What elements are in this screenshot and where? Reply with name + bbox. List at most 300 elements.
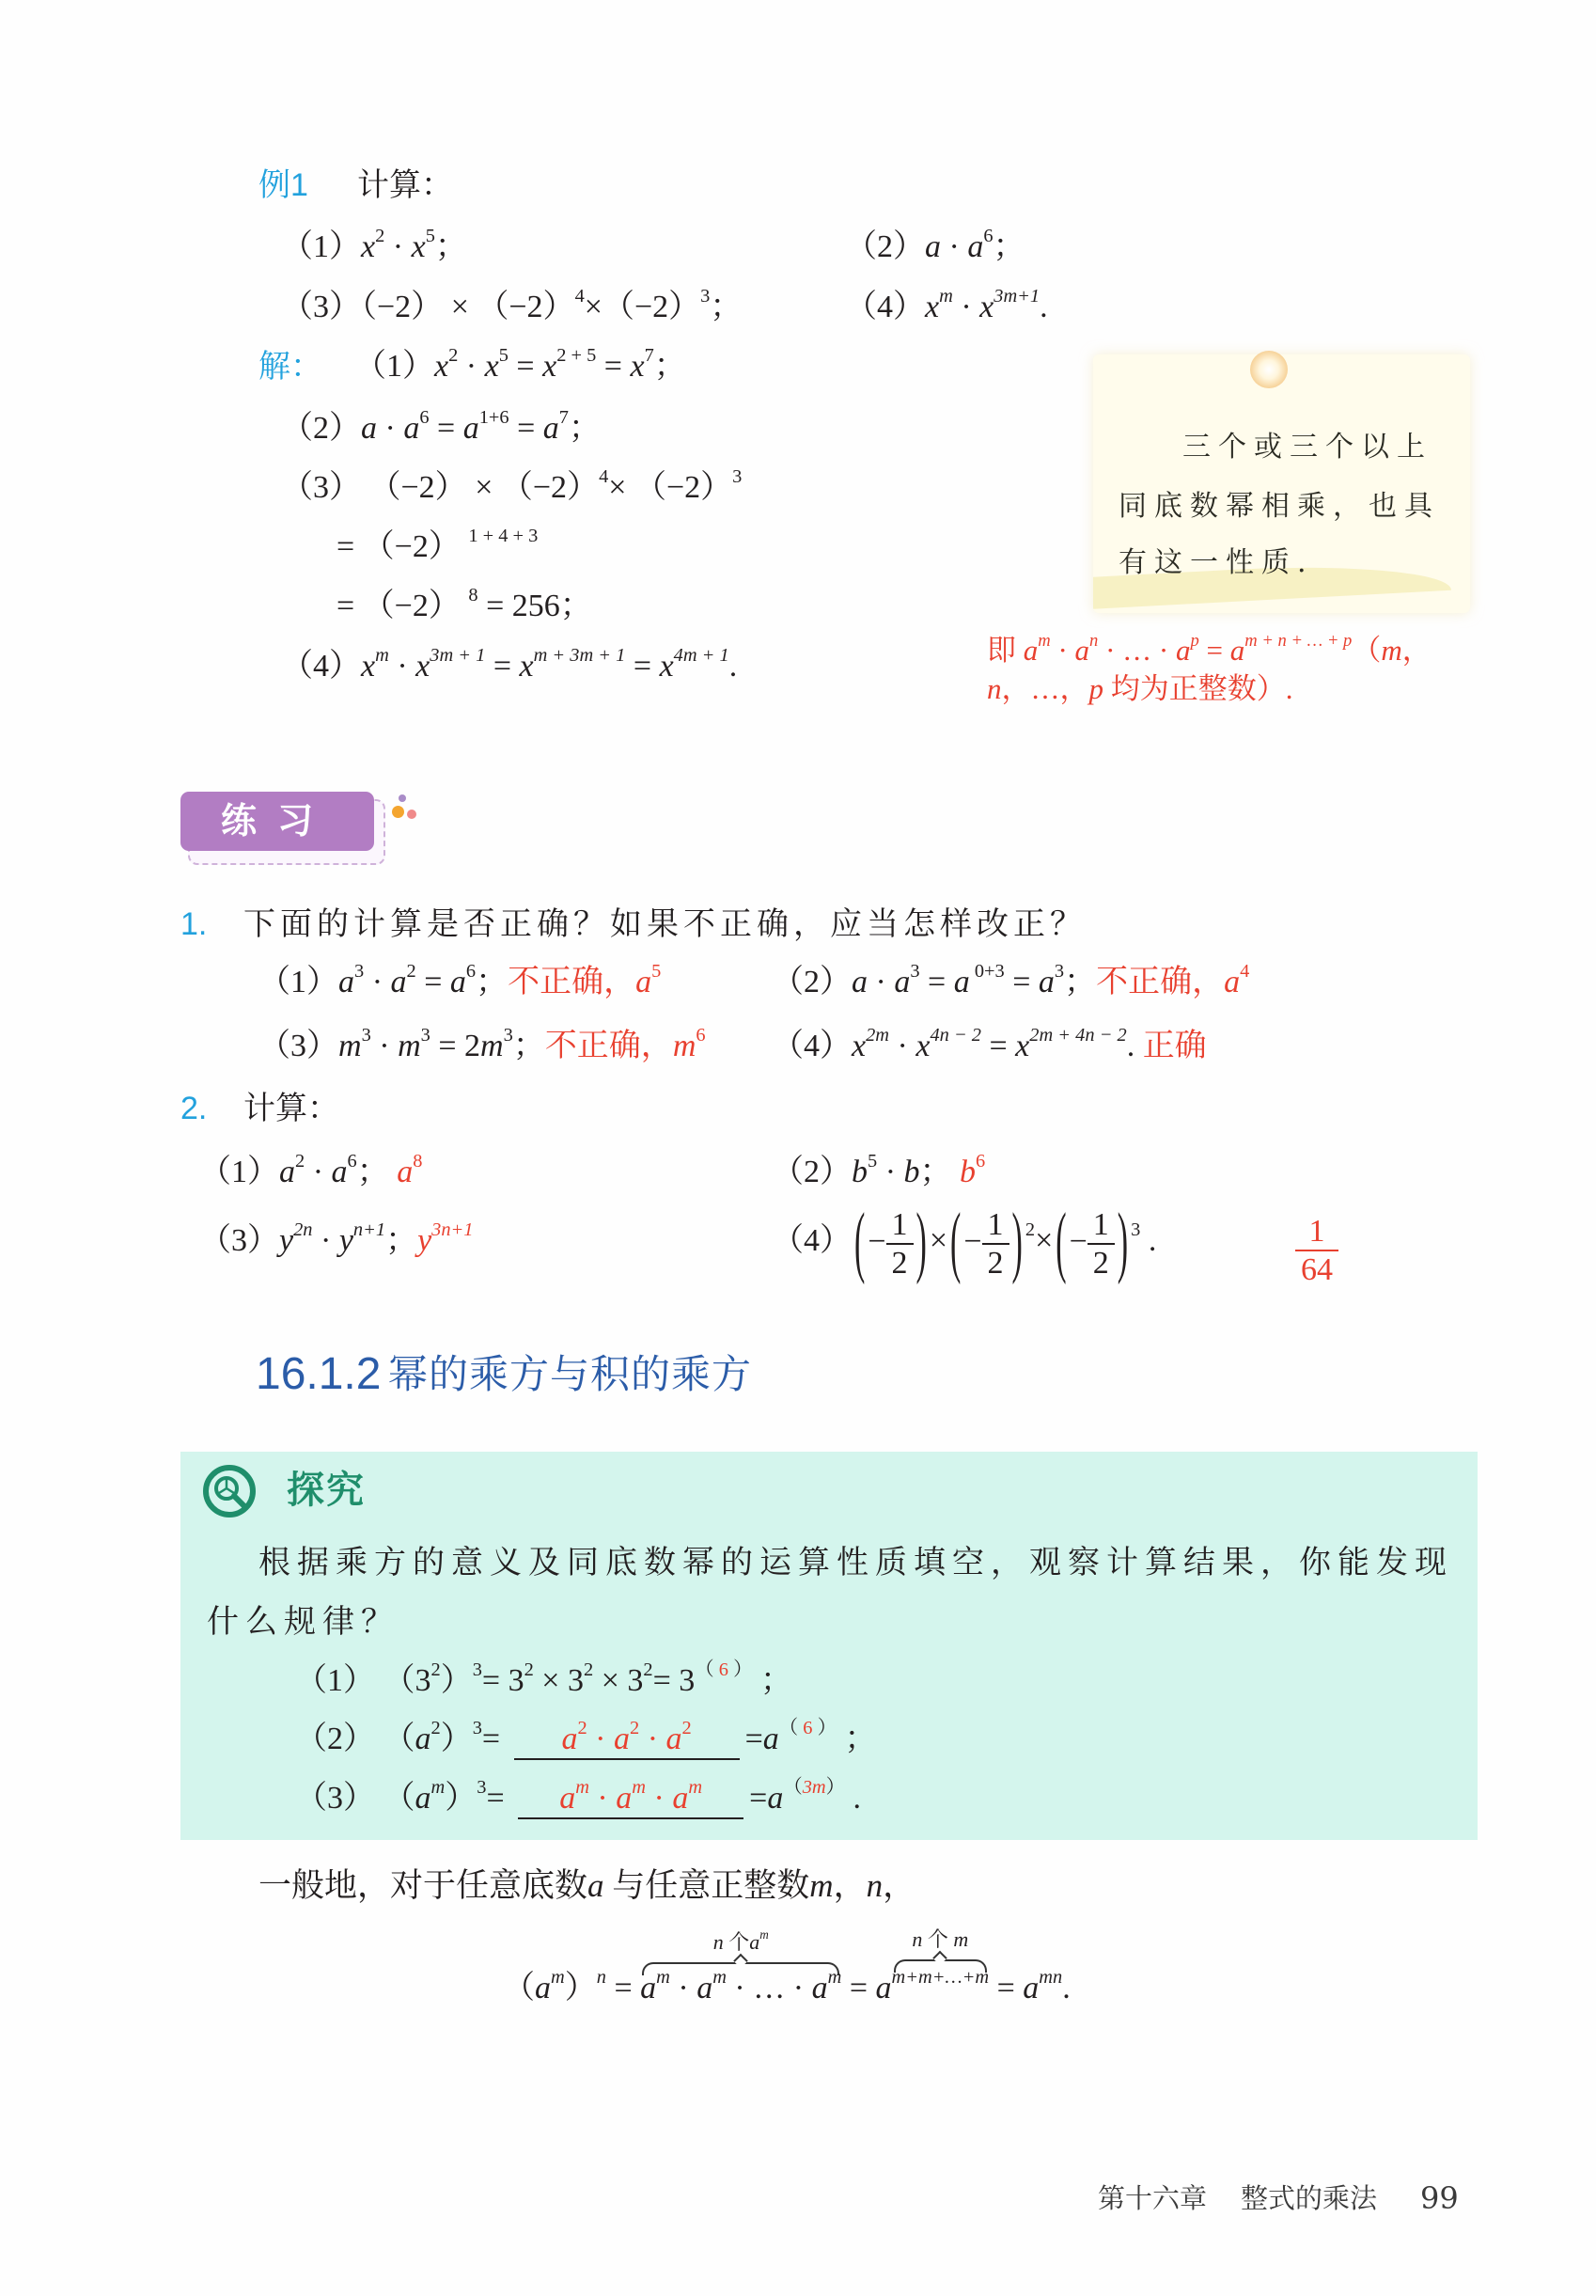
math-token: m [375, 644, 389, 666]
math-token: mn [1039, 1966, 1063, 1988]
math-token: 3m+1 [994, 285, 1041, 307]
math-token: a [767, 1781, 784, 1816]
superscript [645, 345, 654, 366]
parenthesized-fraction [1053, 1195, 1131, 1291]
superscript [597, 1967, 606, 1988]
math-token: = [605, 1971, 641, 2005]
math-token: （3 [375, 1663, 431, 1698]
question-1-item-2 [772, 959, 1249, 1006]
math-token: （4） [281, 649, 361, 684]
denominator: 2 [987, 1246, 1004, 1282]
example-problem-3 [281, 284, 742, 331]
math-token: 2 [681, 1717, 692, 1738]
math-token: · … · [726, 1971, 812, 2005]
math-token: = [596, 349, 631, 384]
math-token: ） [440, 1722, 473, 1756]
math-token: m [338, 1029, 362, 1063]
math-token: 6 [718, 1659, 728, 1680]
math-token: a [403, 411, 420, 446]
math-token: （ [783, 1776, 803, 1798]
math-token: 2 [583, 1659, 594, 1680]
math-token: 2 [577, 1717, 587, 1738]
math-token: a [953, 965, 970, 999]
note-line-2: 同底数幂相乘，也具 [1119, 490, 1440, 523]
math-token: · [305, 1155, 332, 1189]
note-line-3: 有这一性质. [1119, 546, 1314, 579]
note-annotation-line-2 [987, 666, 1293, 713]
superscript [1055, 961, 1064, 982]
math-token: 2 [448, 344, 459, 366]
math-token: ； [752, 1663, 792, 1698]
question-2-text: 计算： [243, 1090, 339, 1127]
math-token: · [458, 349, 485, 384]
math-token: = [508, 349, 543, 384]
math-token: = 2 [430, 1029, 481, 1063]
math-token: 2 [430, 1659, 441, 1680]
math-token: （1） [354, 349, 434, 384]
superscript [431, 1718, 441, 1738]
math-token: ； [356, 1155, 398, 1189]
math-token: m + 3m + 1 [533, 644, 626, 666]
math-token: 6 [419, 406, 430, 428]
math-token: p [1190, 631, 1199, 652]
superscript [891, 1926, 990, 1988]
math-token: （3） [281, 290, 361, 324]
math-token: · [639, 1722, 666, 1756]
math-token: ） [440, 1663, 473, 1698]
math-token: = [415, 965, 450, 999]
numerator: 1 [982, 1206, 1009, 1245]
math-token: （4） [845, 290, 925, 324]
math-token: a [696, 1971, 713, 2005]
math-token: · [941, 229, 968, 264]
superscript [431, 1659, 441, 1680]
math-token: = [744, 1722, 763, 1756]
question-1-number: 1. [180, 906, 208, 942]
math-token: . [1062, 1971, 1071, 2005]
math-token: ； [476, 965, 509, 999]
math-token: 2 [295, 1150, 305, 1172]
math-token: a [665, 1722, 682, 1756]
math-token: 即 [987, 634, 1024, 667]
math-token: ， [833, 1867, 867, 1904]
math-token: x [411, 229, 426, 264]
numerator: 1 [1295, 1213, 1338, 1251]
math-token: = 3 [481, 1663, 524, 1698]
superscript [696, 1025, 705, 1046]
superscript [473, 1659, 482, 1680]
numerator: 1 [1087, 1206, 1115, 1245]
superscript [479, 407, 509, 428]
superscript [504, 1025, 513, 1046]
math-token: （2） [281, 411, 361, 446]
pin-icon [1250, 351, 1288, 388]
solution-line-2 [281, 405, 601, 452]
math-token: x [519, 649, 534, 684]
superscript [1039, 1967, 1062, 1988]
math-token: （−2） [361, 290, 444, 324]
math-token: × 3 [533, 1663, 584, 1698]
math-token: m [430, 1776, 446, 1798]
superscript [375, 226, 384, 246]
question-2-item-4 [772, 1194, 1156, 1288]
left-paren: ( [854, 1199, 866, 1287]
superscript [939, 286, 953, 307]
math-token: （ [778, 1717, 804, 1738]
math-token: 2n [293, 1219, 313, 1240]
math-token: = [989, 1971, 1024, 2005]
math-token: （ [503, 1971, 535, 2005]
denominator: 2 [1092, 1246, 1109, 1282]
superscript [712, 1967, 727, 1988]
math-token: x [1015, 1029, 1030, 1063]
math-token: 8 [468, 584, 478, 605]
math-token: 正确 [1142, 1029, 1207, 1063]
math-token: = [485, 649, 520, 684]
explore-intro-line-1: 根据乘方的意义及同底数幂的运算性质填空，观察计算结果，你能发现 [258, 1544, 1453, 1581]
fraction [982, 1206, 1009, 1282]
math-token: 2m [866, 1024, 890, 1046]
math-token: ； [569, 411, 601, 446]
math-token: x [925, 290, 940, 324]
right-paren: ) [1011, 1199, 1023, 1287]
math-token: ） [445, 1781, 477, 1816]
math-token: a [635, 965, 652, 999]
dot-icon [399, 794, 406, 802]
math-token: （2） [772, 1155, 852, 1189]
superscript [534, 645, 626, 666]
math-token: = （−2） [336, 529, 461, 564]
math-token: 0+3 [969, 960, 1005, 982]
superscript [1029, 1025, 1126, 1046]
math-token: = [486, 1781, 513, 1816]
practice-badge: 练习 [180, 792, 374, 851]
overbrace [640, 1927, 842, 2009]
math-token: （2） [845, 229, 925, 264]
fraction [1295, 1213, 1338, 1288]
math-token: a [462, 411, 479, 446]
math-token: （−2） [500, 470, 600, 505]
superscript [348, 1151, 357, 1172]
math-token: a [587, 1867, 604, 1904]
superscript [295, 1151, 305, 1172]
dot-icon [392, 806, 404, 818]
math-token: a [415, 1781, 431, 1816]
question-1-text: 下面的计算是否正确？如果不正确，应当怎样改正？ [243, 905, 1087, 943]
math-token: 2 [643, 1659, 653, 1680]
math-token: 6 [983, 225, 994, 246]
superscript [732, 466, 742, 487]
math-token: m [672, 1029, 696, 1063]
math-token: m [656, 1966, 670, 1988]
math-token: × [443, 290, 477, 324]
math-token: 7 [644, 344, 654, 366]
superscript [477, 1777, 486, 1798]
solution-label: 解： [258, 349, 322, 385]
superscript [643, 1659, 652, 1680]
math-token: ， [1401, 634, 1432, 667]
solution-line-4 [281, 643, 737, 690]
math-token: × 3 [593, 1663, 644, 1698]
math-token: a [415, 1722, 431, 1756]
math-token: ） [564, 1971, 597, 2005]
math-token: ； [919, 1155, 961, 1189]
example-label: 例1 [258, 167, 308, 203]
page-number: 99 [1420, 2180, 1459, 2216]
math-token: · [384, 229, 412, 264]
superscript [559, 407, 569, 428]
math-token: a [559, 1781, 576, 1816]
superscript [688, 1777, 702, 1798]
right-paren: ) [915, 1199, 927, 1287]
superscript [353, 1219, 385, 1240]
math-token: ； [653, 349, 686, 384]
superscript [466, 961, 476, 982]
math-token: ； [836, 1722, 877, 1756]
math-token: a [331, 1155, 348, 1189]
overbrace-label [712, 1927, 769, 1954]
math-token: · [868, 965, 895, 999]
superscript [421, 1025, 430, 1046]
overbrace-body [640, 1968, 841, 2009]
math-token: 个 [922, 1926, 954, 1951]
math-token: （1） [258, 965, 338, 999]
math-token: m [939, 285, 953, 307]
math-token: 6 [465, 960, 477, 982]
math-token: = [1198, 634, 1230, 667]
math-token: m [1381, 634, 1402, 667]
math-token: 3 [477, 1776, 487, 1798]
math-token: m [1038, 631, 1051, 652]
section-number: 16.1.2 [256, 1349, 382, 1399]
math-token: 4 [1240, 960, 1250, 982]
math-token: m [688, 1776, 703, 1798]
math-token: x [659, 649, 674, 684]
math-token: （ [695, 1659, 719, 1680]
superscript [431, 1777, 446, 1798]
question-1-item-1 [258, 959, 661, 1006]
math-token: n [866, 1867, 884, 1904]
math-token: （3） [199, 1223, 279, 1258]
math-token: 3 [700, 285, 711, 307]
superscript [575, 286, 585, 307]
section-title: 幂的乘方与积的乘方 [388, 1351, 753, 1397]
math-token: a [1023, 634, 1039, 667]
math-token: x [852, 1029, 867, 1063]
superscript [1089, 631, 1098, 651]
math-token: a [1224, 965, 1241, 999]
math-token: （4） [772, 1029, 852, 1063]
math-token: b [852, 1155, 868, 1189]
math-token: a [616, 1781, 633, 1816]
fraction [886, 1206, 914, 1282]
question-2-item-4-answer [1295, 1202, 1338, 1296]
superscript [293, 1219, 312, 1240]
math-token: × [584, 290, 602, 324]
general-statement [258, 1863, 915, 1910]
math-token: m+m+…+m [891, 1966, 990, 1988]
superscript [759, 1927, 769, 1942]
math-token: × [1035, 1223, 1054, 1258]
superscript [556, 345, 596, 366]
math-token: a [1038, 965, 1055, 999]
math-token: （2） [295, 1722, 375, 1756]
math-token: 6 [976, 1150, 986, 1172]
right-paren: ) [1117, 1199, 1129, 1287]
math-token: · [370, 1029, 399, 1063]
example-problem-2 [845, 224, 1025, 271]
question-2-number: 2. [180, 1091, 208, 1126]
math-token: 3 [910, 960, 920, 982]
superscript [632, 1777, 646, 1798]
math-token: = [980, 1029, 1016, 1063]
superscript [910, 961, 919, 982]
superscript [419, 407, 429, 428]
math-token: n [987, 672, 1002, 705]
math-token: ） [812, 1717, 837, 1738]
superscript [1025, 1219, 1035, 1240]
question-2-item-1 [199, 1149, 422, 1196]
math-token: m [712, 1966, 727, 1988]
math-token: 均为正整数）. [1103, 672, 1293, 705]
math-token: 3 [1054, 960, 1065, 982]
math-token: （−2） [626, 470, 733, 505]
math-token: a [967, 229, 984, 264]
math-token: 7 [558, 406, 569, 428]
math-token: 3 [420, 1024, 430, 1046]
math-token: 2 [430, 1717, 441, 1738]
math-token: 3n+1 [431, 1219, 474, 1240]
math-token: a [762, 1722, 779, 1756]
superscript [783, 1777, 845, 1798]
superscript [599, 466, 608, 487]
math-token: · [587, 1722, 614, 1756]
math-token: 6 [696, 1024, 706, 1046]
math-token: · [364, 965, 391, 999]
math-token: n [712, 1930, 724, 1954]
math-token: a [397, 1155, 414, 1189]
math-token: 6 [347, 1150, 357, 1172]
math-token: x [434, 349, 449, 384]
math-token: 3 [361, 1024, 371, 1046]
superscript [407, 961, 416, 982]
math-token: · [388, 649, 416, 684]
math-token: a [338, 965, 354, 999]
superscript [976, 1151, 985, 1172]
math-token: . [1126, 1029, 1143, 1063]
math-token: 1 + 4 + 3 [468, 525, 539, 546]
superscript [866, 1025, 889, 1046]
math-token: = 3 [652, 1663, 696, 1698]
solution-line-3c [336, 583, 592, 630]
math-token: 2 [629, 1717, 640, 1738]
math-token: a [535, 1971, 551, 2005]
superscript [983, 226, 993, 246]
math-token: x [361, 649, 376, 684]
explore-magnifier-icon [201, 1463, 258, 1519]
math-token: n [596, 1966, 606, 1988]
superscript [362, 1025, 371, 1046]
math-token: 3 [732, 465, 743, 487]
math-token: b [960, 1155, 977, 1189]
math-token: y [279, 1223, 294, 1258]
superscript [413, 1151, 422, 1172]
example-problem-1 [281, 224, 467, 271]
math-token: x [415, 649, 430, 684]
superscript [431, 1219, 473, 1240]
minus-sign: − [1069, 1224, 1087, 1260]
superscript [448, 345, 458, 366]
explore-intro-line-2: 什么规律？ [207, 1603, 399, 1641]
math-token: m [632, 1776, 646, 1798]
math-token: × [929, 1223, 948, 1258]
superscript [994, 286, 1040, 307]
math-token: 5 [498, 344, 509, 366]
math-token: （−2） [477, 290, 575, 324]
math-token: 3m [802, 1776, 826, 1798]
math-token: . [1040, 290, 1048, 324]
math-token: 3m + 1 [430, 644, 486, 666]
math-token: ） [728, 1659, 753, 1680]
math-token: a [749, 1930, 760, 1954]
fill-in-blank [514, 1717, 740, 1760]
math-token: 2 [524, 1659, 534, 1680]
math-token: a [561, 1722, 578, 1756]
math-token: 1+6 [478, 406, 509, 428]
parenthesized-fraction [852, 1195, 930, 1291]
question-1-item-4 [772, 1023, 1207, 1070]
superscript [1190, 631, 1198, 651]
math-token: a [811, 1971, 828, 2005]
math-token: = （−2） [336, 589, 461, 623]
overbrace-body [892, 1965, 990, 1990]
math-token: 不正确， [1096, 965, 1225, 999]
math-token: ； [385, 1223, 418, 1258]
superscript [1038, 631, 1050, 651]
math-token: m [809, 1867, 834, 1904]
parenthesized-fraction [947, 1195, 1025, 1291]
superscript [375, 645, 389, 666]
general-formula [503, 1926, 1071, 2009]
math-token: ； [710, 290, 743, 324]
math-token: = [509, 411, 543, 446]
superscript [551, 1967, 565, 1988]
math-token: m [953, 1926, 969, 1951]
math-token: 不正确， [544, 1029, 673, 1063]
math-token: m [759, 1927, 769, 1942]
math-token: m [575, 1776, 589, 1798]
math-token: · [588, 1781, 617, 1816]
math-token: = [841, 1971, 876, 2005]
math-token: = [749, 1781, 768, 1816]
math-token: x [979, 290, 994, 324]
superscript [426, 226, 435, 246]
math-token: ） [825, 1776, 846, 1798]
math-token: . [1140, 1223, 1157, 1258]
superscript [524, 1659, 534, 1680]
superscript [674, 645, 729, 666]
math-token: · [1050, 634, 1075, 667]
math-token: 3 [354, 960, 365, 982]
math-token: · [312, 1223, 339, 1258]
note-line-1: 三个或三个以上 [1182, 431, 1432, 464]
superscript [1131, 1219, 1140, 1240]
math-token: （2） [772, 965, 852, 999]
math-token: · … · [1098, 634, 1176, 667]
math-token: = 256； [477, 589, 592, 623]
math-token: m + n + … + p [1244, 631, 1353, 652]
math-token: = [429, 411, 463, 446]
